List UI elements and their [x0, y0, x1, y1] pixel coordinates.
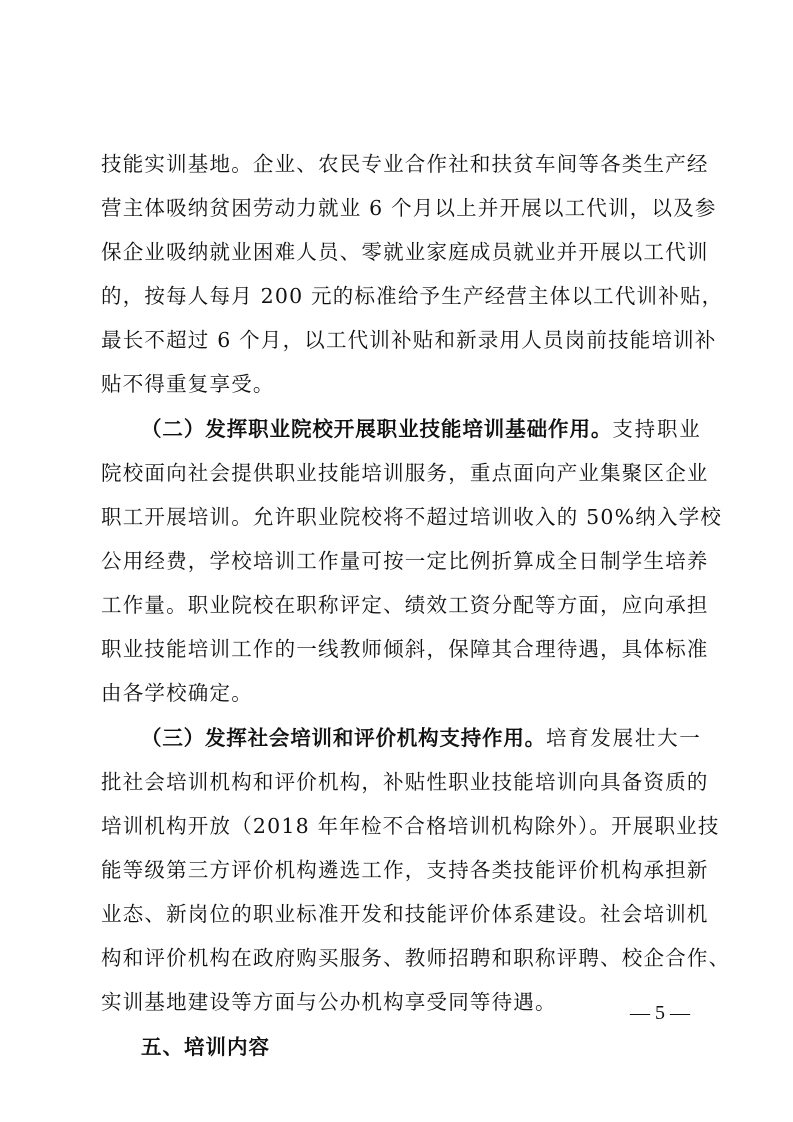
para3-line-6: 构和评价机构在政府购买服务、教师招聘和职称评聘、校企合作、 [101, 946, 731, 970]
para2-heading: （二）发挥职业院校开展职业技能培训基础作用。 [141, 417, 613, 441]
para3-line-4: 能等级第三方评价机构遴选工作，支持各类技能评价机构承担新 [101, 858, 709, 882]
para3-line-5: 业态、新岗位的职业标准开发和技能评价体系建设。社会培训机 [101, 902, 709, 926]
page-number: — 5 — [630, 1002, 690, 1024]
para1-line-3: 保企业吸纳就业困难人员、零就业家庭成员就业并开展以工代训 [101, 240, 709, 264]
para1-line-1: 技能实训基地。企业、农民专业合作社和扶贫车间等各类生产经 [101, 152, 709, 176]
para2-line-7: 由各学校确定。 [101, 681, 253, 705]
para3-line-3: 培训机构开放（2018 年年检不合格培训机构除外）。开展职业技 [101, 814, 720, 838]
para2-line-2: 院校面向社会提供职业技能培训服务，重点面向产业集聚区企业 [101, 461, 709, 485]
para1-line-5: 最长不超过 6 个月，以工代训补贴和新录用人员岗前技能培训补 [101, 328, 717, 352]
para2-line-6: 职业技能培训工作的一线教师倾斜，保障其合理待遇，具体标准 [101, 637, 709, 661]
section-heading: 五、培训内容 [141, 1035, 270, 1059]
para1-line-2: 营主体吸纳贫困劳动力就业 6 个月以上并开展以工代训，以及参 [101, 196, 717, 220]
para2-line-4: 公用经费，学校培训工作量可按一定比例折算成全日制学生培养 [101, 549, 709, 573]
para1-line-4: 的，按每人每月 200 元的标准给予生产经营主体以工代训补贴， [101, 284, 724, 308]
para2-line-5: 工作量。职业院校在职称评定、绩效工资分配等方面，应向承担 [101, 593, 709, 617]
para3-line-7: 实训基地建设等方面与公办机构享受同等待遇。 [101, 990, 557, 1014]
para3-line-1 [141, 718, 701, 758]
para3-heading: （三）发挥社会培训和评价机构支持作用。 [141, 726, 546, 750]
para1-line-6: 贴不得重复享受。 [101, 372, 275, 396]
para2-first-rest: 支持职业 [612, 417, 701, 441]
para2-line-1 [141, 409, 701, 449]
para3-first-rest: 培育发展壮大一 [546, 726, 701, 750]
para3-line-2: 批社会培训机构和评价机构，补贴性职业技能培训向具备资质的 [101, 770, 709, 794]
para2-line-3: 职工开展培训。允许职业院校将不超过培训收入的 50%纳入学校 [101, 505, 723, 529]
